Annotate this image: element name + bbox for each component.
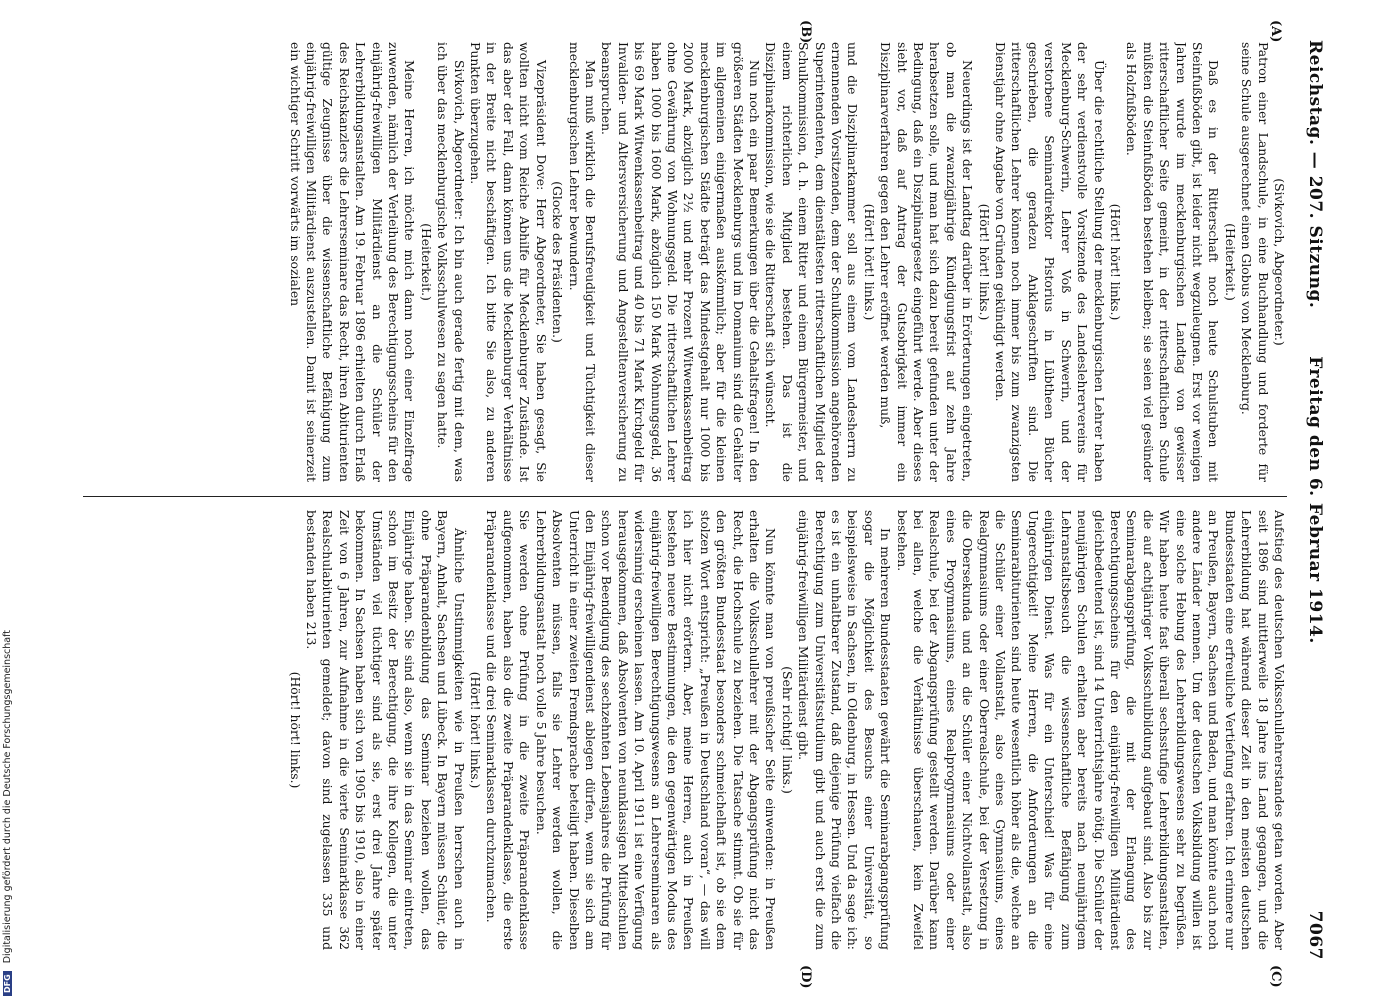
paragraph: In mehreren Bundesstaaten gewährt die Seminarabgangsprüfung sogar die Möglichkeit des Besuchs einer Universität, so beispielsweise in Sachsen, in Oldenburg, in Hessen. Und da sage ich: es ist ein unhaltbarer Zustand, daß diejenige Prüfung vielfach die Berechtigung zum Universitätsstudium gibt und auch erst die zum einjährig-freiwilligen Militärdienst gibt. [796,510,894,950]
paragraph: (Sivkovich, Abgeordneter.) [1272,178,1287,346]
paragraph: Nun noch ein paar Bemerkungen über die Gehaltsfragen! In den größeren Städten Mecklenburgs und im Domanium sind die Gehälter im allgemeinen einigermaßen auskömmlich; aber für die kleinen mecklenburgischen Städte beträgt das Mindestgehalt nur 1000 bis 2000 Mark, abzüglich 2½ und mehr Prozent Witwenkassenbeitrag ohne Gewährung von Wohnungsgeld. Die ritterschaftlichen Lehrer haben 1000 bis 1600 Mark, abzüglich 150 Mark Wohnungsgeld, 36 bis 69 Mark Witwenkassenbeitrag und 40 bis 71 Mark Kirchgeld für Invaliden- und Altersversicherung und Angestelltenversicherung zu beanspruchen. [599,42,762,482]
interjection: (Glocke des Präsidenten.) [550,181,566,343]
paragraph: Sivkovich, Abgeordneter: Ich bin auch gerade fertig mit dem, was ich über das mecklenburgische Volksschulwesen zu sagen hatte. [435,42,467,482]
page-number: 7067 [1305,910,1325,960]
interjection: (Hört! hört! links.) [976,203,992,321]
header-left: Reichstag. — 207. Sitzung. [1305,40,1325,309]
interjection: (Hört! hört! links.) [1107,203,1123,321]
paragraph: Aufstieg des deutschen Volksschullehrerstandes getan worden. Aber seit 1896 sind mittlerweile 18 Jahre ins Land gegangen, und die Lehrerbildung hat während dieser Zeit in den meisten deutschen Bundesstaaten eine erfreuliche Vertiefung erfahren. Ich erinnere nur an Preußen, Bayern, Sachsen und Baden, und man könnte auch noch andere Länder nennen. Um der deutschen Volksbildung willen ist eine solche Hebung des Lehrerbildungswesens sehr zu begrüßen. Wir haben heute fast überall sechsstufige Lehrerbildungsanstalten, die auf achtjähriger Volksschulbildung aufgebaut sind. Also bis zur Seminarabgangsprüfung, die mit der Erlangung des Berechtigungsscheins für den einjährig-freiwilligen Militärdienst gleichbedeutend ist, sind 14 Unterrichtsjahre nötig. Die Schüler der neunjährigen Schulen erhalten aber bereits nach neunjährigem Lehranstaltsbesuch die wissenschaftliche Befähigung zum einjährigen Dienst. Was für ein Unterschied! Was für eine Ungerechtigkeit! Meine Herren, die Anforderungen an die Seminarabiturienten sind heute wesentlich höher als die, welche an die Schüler einer Vollanstalt, also eines Gymnasiums, eines Realgymnasiums oder einer Oberrealschule, bei der Versetzung in die Obersekunda und an die Schüler einer Nichtvollanstalt, also eines Progymnasiums, eines Realprogymnasiums oder einer Realschule, bei der Abgangsprüfung gestellt werden. Darüber kann bei allen, welche die Verhältnisse überschauen, kein Zweifel bestehen. [894,510,1287,950]
paragraph: Ähnliche Unstimmigkeiten wie in Preußen herrschen auch in Bayern, Anhalt, Sachsen und Lübeck. In Bayern müssen Schüler, die ohne Präparandenbildung das Seminar beziehen wollen, das Einjährige haben. Sie sind also, wenn sie in das Seminar eintreten, schon im Besitz der Berechtigung, die ihre Kollegen, die unter Umständen viel tüchtiger sind als sie, erst drei Jahre später bekommen. In Sachsen haben sich von 1905 bis 1910, also in einer Zeit von 6 Jahren, zur Aufnahme in die vierte Seminarklasse 362 Realschulabiturienten gemeldet; davon sind zugelassen 335 und bestanden haben 213. [304,510,467,950]
margin-marker-d: (D) [798,965,813,989]
interjection: (Sehr richtig! links.) [779,666,795,794]
paragraph: Über die rechtliche Stellung der mecklenburgischen Lehrer haben der sehr verdienstvolle Vorsitzende des Landeslehrervereins für Mecklenburg-Schwerin, Lehrer Voß in Schwerin, und der verstorbene Seminardirektor Pistorius in Lübtheen Bücher geschrieben, die geradezu Anklageschriften sind. Die ritterschaftlichen Lehrer können noch immer bis zum zwanzigsten Dienstjahr ohne Angabe von Gründen gekündigt werden. [993,42,1107,482]
interjection: (Hört! hört! links.) [861,203,877,321]
paragraph: Meine Herren, ich möchte mich dann noch einer Einzelfrage zuwenden, nämlich der Verleihung des Berechtigungsscheins für den einjährig-freiwilligen Militärdienst an die Schüler der Lehrerbildungsanstalten. Am 19. Februar 1896 erhielten durch Erlaß des Reichskanzlers die Lehrerseminare das Recht, ihren Abiturienten gültige Zeugnisse über die wissenschaftliche Befähigung zum einjährig-freiwilligen Militärdienst auszustellen. Damit ist seinerzeit ein wichtiger Schritt vorwärts im sozialen [287,42,418,482]
header-date: Freitag den 6. Februar 1914. [1305,356,1325,644]
margin-marker-b: (B) [798,20,813,44]
paragraph: Patron einer Landschule, in eine Buchhandlung und forderte für seine Schule ausgerechnet einen Globus von Mecklenburg. [1239,42,1271,482]
paragraph: Sie werden ohne Prüfung in die zweite Präparandenklasse aufgenommen, haben also die zweite Präparandenklasse, die erste Präparandenklasse und die drei Seminarklassen durchzumachen. [484,510,533,950]
column-divider [83,496,1287,497]
margin-marker-c: (C) [1268,965,1283,988]
document-page [63,0,1333,1000]
margin-marker-a: (A) [1268,20,1283,43]
page-header [1297,40,1325,960]
paragraph: Daß es in der Ritterschaft noch heute Schulstuben mit Steinfußböden gibt, ist leider nicht wegzuleugnen. Erst vor wenigen Jahren wurde im mecklenburgischen Landtag von gewisser ritterschaftlicher Seite gemeint, in der ritterschaftlichen Schule müßten die Steinfußböden bestehen bleiben; sie seien viel gesünder als Holzfußböden. [1124,42,1222,482]
footer-text: Digitalisierung gefördert durch die Deutsche Forschungsgemeinschaft [2,629,13,964]
interjection: (Hört! hört! links.) [287,671,303,789]
left-column [83,42,1287,482]
paragraph: und die Disziplinarkammer soll aus einem vom Landesherrn zu ernennenden Vorsitzenden, dem der Schulkommission angehörenden Superintendenten, dem dienstältesten ritterschaftlichen Mitglied der Schulkommission, d. h. einem Ritter und einem Bürgermeister, und einem richterlichen Mitglied bestehen. Das ist die Disziplinarkommission, wie sie die Ritterschaft sich wünscht. [763,42,861,482]
paragraph: Nun könnte man von preußischer Seite einwenden: in Preußen erhalten die Volksschullehrer mit der Abgangsprüfung nicht das Recht, die Hochschule zu beziehen. Die Tatsache stimmt. Ob sie für den größten Bundesstaat besonders schmeichelhaft ist, ob sie dem stolzen Wort entspricht: „Preußen in Deutschland voran“, — das will ich hier nicht erörtern. Aber, meine Herren, auch in Preußen bestehen neuere Bestimmungen, die den gegenwärtigen Modus des einjährig-freiwilligen Berechtigungswesens an Lehrerseminaren als widersinnig erscheinen lassen. Am 10. April 1911 ist eine Verfügung herausgekommen, daß Absolventen von neunklassigen Mittelschulen schon vor Beendigung des sechzehnten Lebensjahres die Prüfung für den Einjährig-freiwilligendienst ablegen dürfen, wenn sie sich am Unterricht in einer zweiten Fremdsprache beteiligt haben. Dieselben Absolventen müssen, falls sie Lehrer werden wollen, die Lehrerbildungsanstalt noch volle 5 Jahre besuchen. [533,510,779,950]
right-column [83,510,1287,950]
paragraph: Neuerdings ist der Landtag darüber in Erörterungen eingetreten, ob man die zwanzigjährige Kündigungsfrist auf zehn Jahre herabsetzen solle, und man hat sich dazu bereit gefunden unter der Bedingung, daß ein Disziplinargesetz eingeführt werde. Aber dieses sieht vor, daß auf Antrag der Gutsobrigkeit immer ein Disziplinarverfahren gegen den Lehrer eröffnet werden muß, [878,42,976,482]
paragraph: Vizepräsident Dove: Herr Abgeordneter, Sie haben gesagt, Sie wollten nicht vom Reiche Abhilfe für Mecklenburger Zustände. Ist das aber der Fall, dann können uns die Mecklenburger Verhältnisse in der Breite nicht beschäftigen. Ich bitte Sie also, zu anderen Punkten überzugehen. [468,42,549,482]
interjection: (Hört! hört! links.) [468,671,484,789]
dfg-logo: DFG [3,971,12,996]
paragraph: Man muß wirklich die Berufsfreudigkeit und Tüchtigkeit dieser mecklenburgischen Lehrer bewundern. [566,42,598,482]
interjection: (Heiterkeit.) [418,223,434,301]
interjection: (Heiterkeit.) [1222,223,1238,301]
digitization-footer [2,0,18,996]
